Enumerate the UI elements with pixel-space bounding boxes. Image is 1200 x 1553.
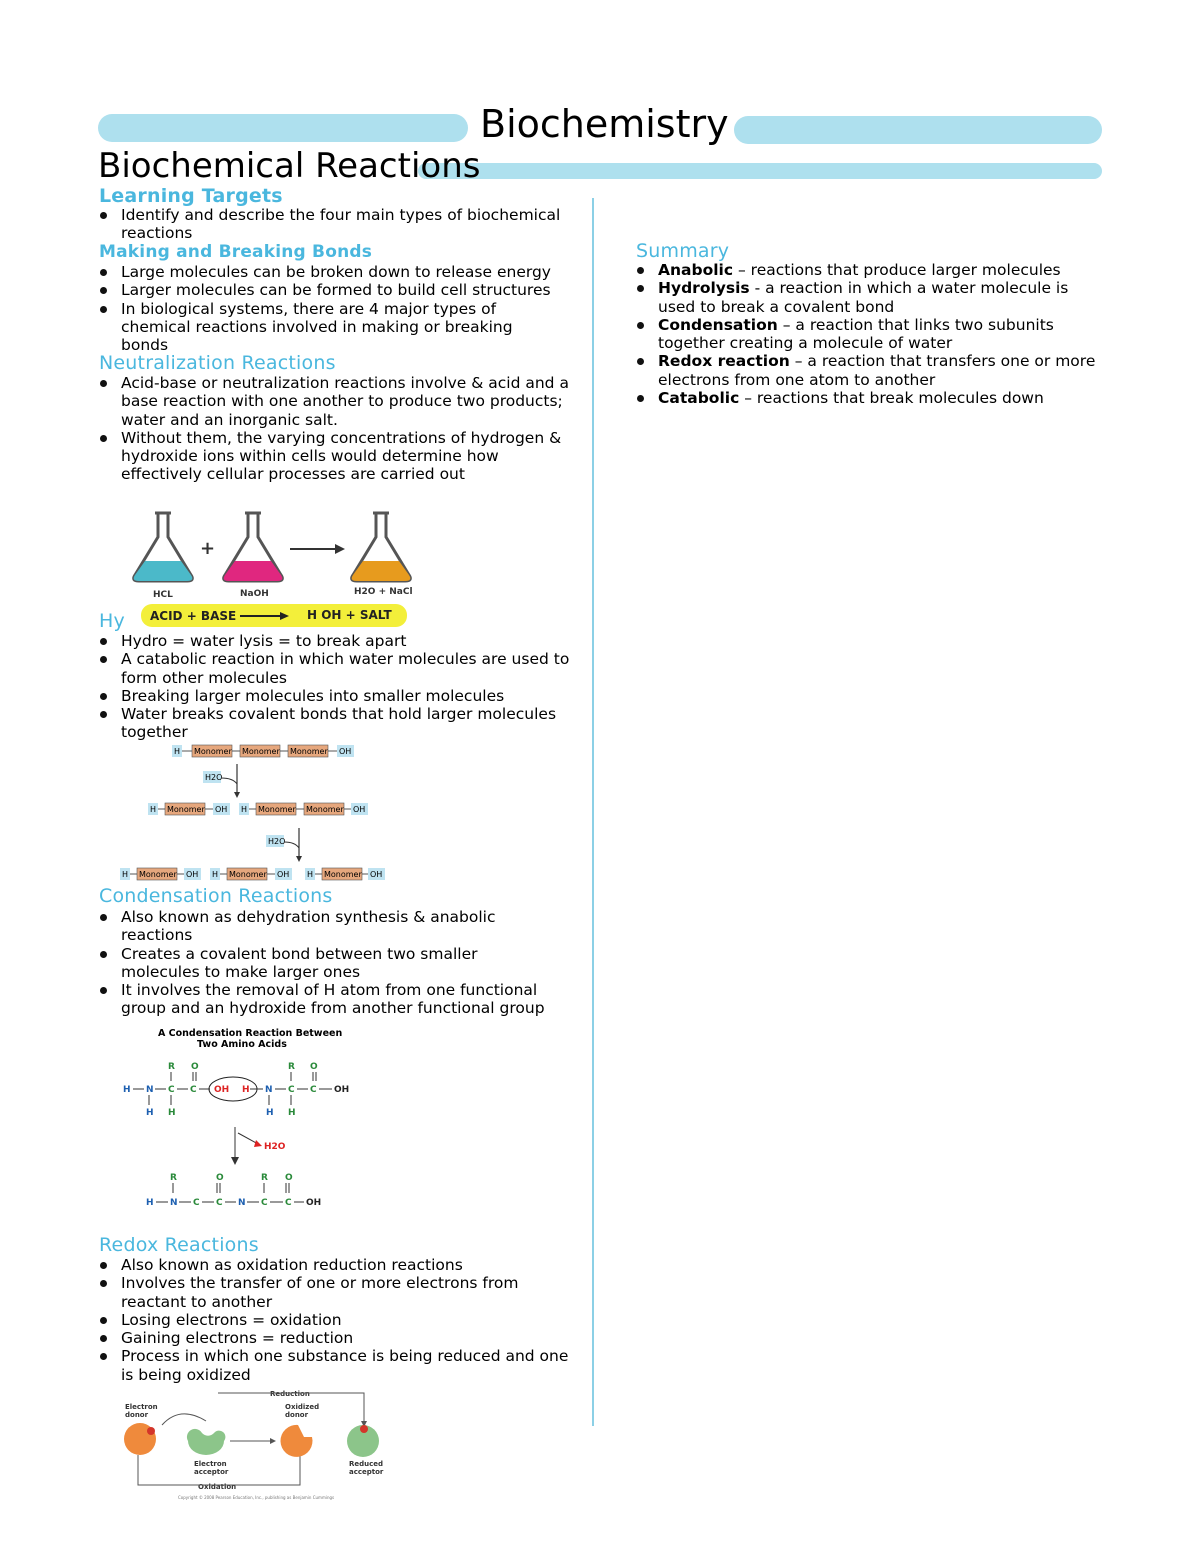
monomer-label: Monomer [229, 870, 267, 879]
oh-label: OH [370, 870, 383, 879]
water-label: H2O [205, 773, 223, 782]
hydrolysis-figure [115, 742, 395, 884]
list-item: Hydro = water lysis = to break apart [99, 632, 575, 650]
label-products: H2O + NaCl [354, 587, 413, 597]
h-label: H [241, 805, 248, 814]
water-label: H2O [268, 837, 286, 846]
list-item: Losing electrons = oxidation [99, 1311, 575, 1329]
svg-text:H: H [146, 1108, 154, 1118]
neutralization-list [99, 374, 575, 484]
h-label: H [122, 870, 129, 879]
flask-products-icon [352, 513, 411, 581]
summary-term: Anabolic [658, 261, 734, 279]
figure-title-line1: A Condensation Reaction Between [158, 1028, 343, 1039]
monomer-label: Monomer [139, 870, 177, 879]
summary-term: Catabolic [658, 389, 740, 408]
svg-text:O: O [216, 1173, 224, 1183]
label-hcl: HCL [153, 590, 173, 600]
list-item: A catabolic reaction in which water molecules are used to form other molecules [99, 650, 575, 687]
svg-text:H: H [146, 1198, 154, 1208]
making-breaking-heading: Making and Breaking Bonds [99, 242, 373, 262]
learning-targets-heading: Learning Targets [99, 185, 283, 207]
summary-item [636, 261, 1102, 279]
banner-acid-base: ACID + BASE [150, 609, 237, 623]
oh-label: OH [339, 747, 352, 756]
monomer-label: Monomer [290, 747, 328, 756]
monomer-label: Monomer [306, 805, 344, 814]
summary-heading: Summary [636, 240, 730, 262]
summary-item [636, 389, 1102, 407]
electron-acceptor-label: acceptor [194, 1468, 229, 1476]
monomer-label: Monomer [167, 805, 205, 814]
h-label: H [150, 805, 157, 814]
summary-def: - a reaction in which a water molecule is used to break a covalent bond [658, 279, 1069, 316]
hydrolysis-heading: Hy [99, 610, 125, 632]
svg-text:H: H [168, 1108, 176, 1118]
condensation-heading: Condensation Reactions [99, 885, 333, 907]
svg-text:+: + [200, 538, 216, 559]
monomer-label: Monomer [258, 805, 296, 814]
oh-label: OH [215, 805, 228, 814]
redox-figure [118, 1385, 390, 1503]
page-title: Biochemistry [480, 102, 729, 146]
summary-def: – a reaction that links two subunits together creating a molecule of water [658, 315, 1054, 353]
oh-label: OH [353, 805, 366, 814]
oh-label: OH [277, 870, 290, 879]
electron-acceptor-icon [187, 1429, 225, 1455]
water-label: H2O [264, 1142, 286, 1152]
oh-label: OH [186, 870, 199, 879]
svg-text:H: H [266, 1108, 274, 1118]
flask-hcl-icon [134, 513, 193, 581]
svg-text:H: H [123, 1085, 131, 1095]
figure-credit: Copyright © 2008 Pearson Education, Inc., publishing as Benjamin Cummings [178, 1495, 335, 1500]
h-label: H [212, 870, 219, 879]
list-item: In biological systems, there are 4 major types of chemical reactions involved in making or breaking bonds [99, 300, 579, 355]
summary-list [636, 261, 1102, 407]
reduced-acceptor-label: acceptor [349, 1468, 384, 1476]
learning-targets-list [99, 206, 579, 243]
svg-text:C: C [285, 1198, 292, 1208]
svg-text:N: N [238, 1198, 246, 1208]
svg-text:R: R [288, 1062, 295, 1072]
monomer-label: Monomer [242, 747, 280, 756]
page-subtitle: Biochemical Reactions [98, 146, 481, 186]
figure-title-line2: Two Amino Acids [197, 1039, 287, 1050]
monomer-label: Monomer [324, 870, 362, 879]
svg-text:C: C [310, 1085, 317, 1095]
oxidized-donor-label: Oxidized [285, 1403, 320, 1411]
h-label: H [174, 747, 181, 756]
list-item: Gaining electrons = reduction [99, 1329, 575, 1347]
redox-list [99, 1256, 575, 1384]
list-item: Larger molecules can be formed to build cell structures [99, 281, 579, 299]
svg-text:H: H [242, 1085, 250, 1095]
list-item: Also known as oxidation reduction reactions [99, 1256, 575, 1274]
electron-donor-label: Electron [125, 1403, 158, 1411]
svg-text:O: O [285, 1173, 293, 1183]
oxidation-label: Oxidation [198, 1483, 237, 1491]
svg-text:OH: OH [334, 1085, 350, 1095]
summary-term: Condensation [658, 315, 778, 334]
list-item: It involves the removal of H atom from one functional group and an hydroxide from another functional group [99, 981, 575, 1018]
svg-text:N: N [146, 1085, 154, 1095]
svg-text:C: C [168, 1085, 175, 1095]
svg-text:C: C [261, 1198, 268, 1208]
label-naoh: NaOH [240, 589, 269, 599]
condensation-list [99, 908, 575, 1018]
summary-item [636, 352, 1102, 389]
svg-text:C: C [216, 1198, 223, 1208]
svg-text:OH: OH [214, 1085, 230, 1095]
list-item: Process in which one substance is being reduced and one is being oxidized [99, 1347, 575, 1384]
flask-naoh-icon [224, 513, 283, 581]
reduction-label: Reduction [270, 1390, 310, 1398]
svg-text:C: C [288, 1085, 295, 1095]
hydrolysis-list [99, 632, 575, 742]
list-item: Acid-base or neutralization reactions involve & acid and a base reaction with one another to produce two products; water and an inorganic salt. [99, 374, 575, 429]
list-item: Without them, the varying concentrations of hydrogen & hydroxide ions within cells would determine how effectively cellular processes are carried out [99, 429, 575, 484]
list-item: Breaking larger molecules into smaller molecules [99, 687, 575, 705]
column-divider [592, 198, 594, 1426]
list-item: Identify and describe the four main types of biochemical reactions [99, 206, 579, 243]
svg-text:OH: OH [306, 1198, 322, 1208]
svg-text:N: N [265, 1085, 273, 1095]
svg-text:N: N [170, 1198, 178, 1208]
svg-text:R: R [170, 1173, 177, 1183]
making-breaking-list [99, 263, 579, 354]
neutralization-heading: Neutralization Reactions [99, 352, 336, 374]
svg-text:H: H [288, 1108, 296, 1118]
list-item: Water breaks covalent bonds that hold larger molecules together [99, 705, 575, 742]
title-bar-right [734, 116, 1102, 144]
list-item: Large molecules can be broken down to release energy [99, 263, 579, 281]
svg-text:O: O [310, 1062, 318, 1072]
list-item: Creates a covalent bond between two smaller molecules to make larger ones [99, 945, 575, 982]
condensation-figure [118, 1025, 358, 1215]
summary-term: Redox reaction [658, 352, 790, 371]
summary-def: – reactions that produce larger molecules [733, 261, 1061, 279]
redox-heading: Redox Reactions [99, 1234, 259, 1256]
oxidized-donor-label: donor [285, 1411, 309, 1419]
svg-text:C: C [190, 1085, 197, 1095]
svg-text:R: R [168, 1062, 175, 1072]
subtitle-bar [418, 163, 1102, 179]
summary-def: – reactions that break molecules down [739, 389, 1044, 408]
svg-text:C: C [193, 1198, 200, 1208]
summary-def: – a reaction that transfers one or more electrons from one atom to another [658, 352, 1096, 389]
summary-item [636, 316, 1102, 353]
neutralization-figure [125, 505, 415, 630]
summary-term: Hydrolysis [658, 279, 750, 298]
svg-text:O: O [191, 1062, 199, 1072]
svg-text:R: R [261, 1173, 268, 1183]
monomer-label: Monomer [194, 747, 232, 756]
reduced-acceptor-label: Reduced [349, 1460, 384, 1468]
title-bar-left [98, 114, 468, 142]
list-item: Also known as dehydration synthesis & anabolic reactions [99, 908, 575, 945]
h-label: H [307, 870, 314, 879]
electron-acceptor-label: Electron [194, 1460, 227, 1468]
summary-item [636, 279, 1102, 316]
banner-products: H OH + SALT [307, 608, 392, 622]
electron-donor-label: donor [125, 1411, 149, 1419]
oxidized-donor-icon [280, 1425, 312, 1457]
list-item: Involves the transfer of one or more electrons from reactant to another [99, 1274, 575, 1311]
